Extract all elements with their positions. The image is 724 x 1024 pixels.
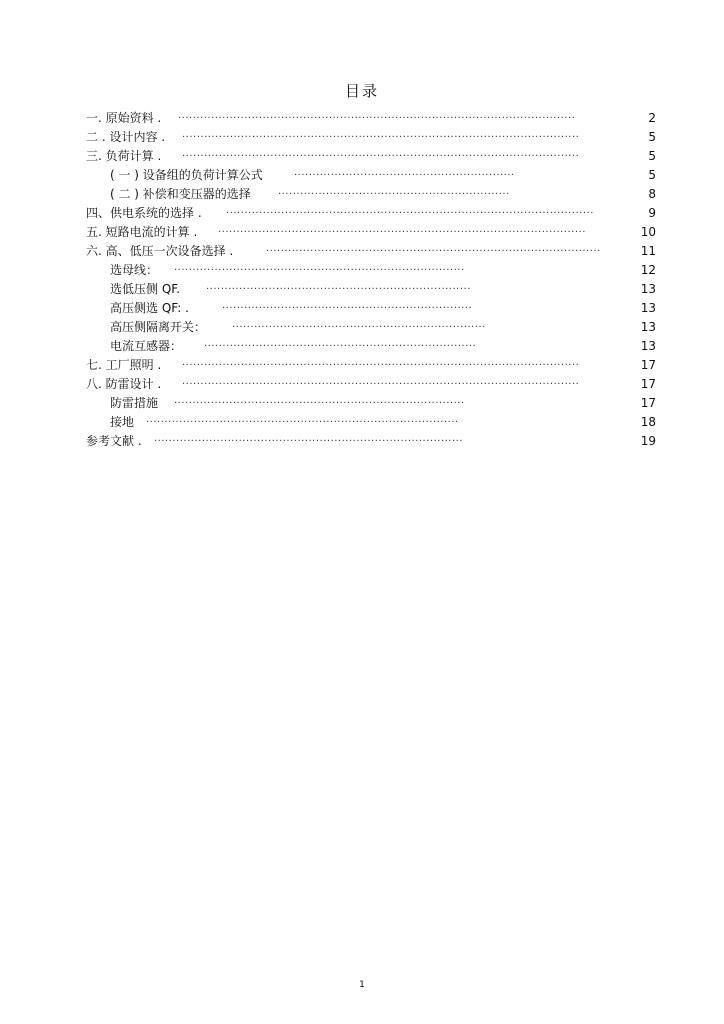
toc-entry-page: 13 (640, 301, 656, 315)
toc-entry-label: 三. 负荷计算 . (86, 149, 162, 163)
toc-entry-label: 高压侧隔离开关： (110, 320, 207, 334)
toc-entry-label: 八. 防雷设计 . (86, 377, 162, 391)
leader-dots: ............................................................ (294, 167, 515, 178)
leader-dots: ............................................................................................................ (182, 357, 580, 368)
toc-entry-label: 防雷措施 (110, 396, 159, 410)
leader-dots: ........................................................................ (206, 281, 471, 292)
toc-entry-page: 17 (640, 377, 656, 391)
toc-entry-page: 8 (648, 187, 656, 201)
leader-dots: ............................................................................... (174, 262, 465, 273)
leader-dots: .................................................................................... (154, 433, 464, 444)
leader-dots: ............................................................................................................ (182, 376, 580, 387)
toc-entry-label: 选母线： (110, 263, 159, 277)
toc-entry-page: 5 (648, 168, 656, 182)
toc-entry-label: 高压侧选 QF: . (110, 301, 189, 315)
toc-entry-page: 5 (648, 149, 656, 163)
toc-entry-page: 9 (648, 206, 656, 220)
toc-entry-page: 18 (640, 415, 656, 429)
leader-dots: ..................................................................................... (146, 414, 459, 425)
leader-dots: ............................................................................................................ (178, 110, 576, 121)
toc-entry-label: 二 . 设计内容 . (86, 130, 166, 144)
toc-entry-label: 五. 短路电流的计算 . (86, 225, 198, 239)
toc-entry-label: ( 二 ) 补偿和变压器的选择 (110, 187, 251, 201)
toc-entry-label: ( 一 ) 设备组的负荷计算公式 (110, 168, 263, 182)
toc-entry-page: 5 (648, 130, 656, 144)
leader-dots: ........................................................................................... (266, 243, 601, 254)
leader-dots: ............................................................................................................ (182, 148, 580, 159)
toc-entry-page: 12 (640, 263, 656, 277)
toc-entry-page: 13 (640, 320, 656, 334)
toc-entry[interactable] (86, 432, 656, 451)
toc-title: 目录 (344, 82, 379, 100)
toc-entry-label: 电流互感器： (110, 339, 183, 353)
leader-dots: ..................................................................... (232, 319, 486, 330)
toc-entry-label: 四、供电系统的选择 . (86, 206, 202, 220)
leader-dots: .................................................................................................... (226, 205, 594, 216)
toc-entry-page: 2 (648, 111, 656, 125)
toc-entry-page: 19 (640, 434, 656, 448)
leader-dots: .................................................................... (222, 300, 473, 311)
leader-dots: ............................................................................................................ (182, 129, 580, 140)
leader-dots: .......................................................................... (204, 338, 477, 349)
toc-entry-page: 13 (640, 339, 656, 353)
toc-entry-label: 选低压侧 QF. (110, 282, 181, 296)
toc-entry-label: 接地 (110, 415, 135, 429)
toc-entry-page: 17 (640, 358, 656, 372)
leader-dots: ............................................................................... (174, 395, 465, 406)
toc-entry-label: 七. 工厂照明 . (86, 358, 162, 372)
toc-entry-label: 一. 原始资料 . (86, 111, 162, 125)
toc-entry-page: 13 (640, 282, 656, 296)
toc-entry-label: 参考文献 . (86, 434, 142, 448)
leader-dots: .................................................................................................... (218, 224, 586, 235)
leader-dots: ............................................................... (278, 186, 510, 197)
toc-entry-page: 10 (640, 225, 656, 239)
toc-entry-page: 11 (640, 244, 656, 258)
page-number: 1 (359, 980, 365, 990)
toc-entry-page: 17 (640, 396, 656, 410)
toc-entry-label: 六. 高、低压一次设备选择 . (86, 244, 234, 258)
